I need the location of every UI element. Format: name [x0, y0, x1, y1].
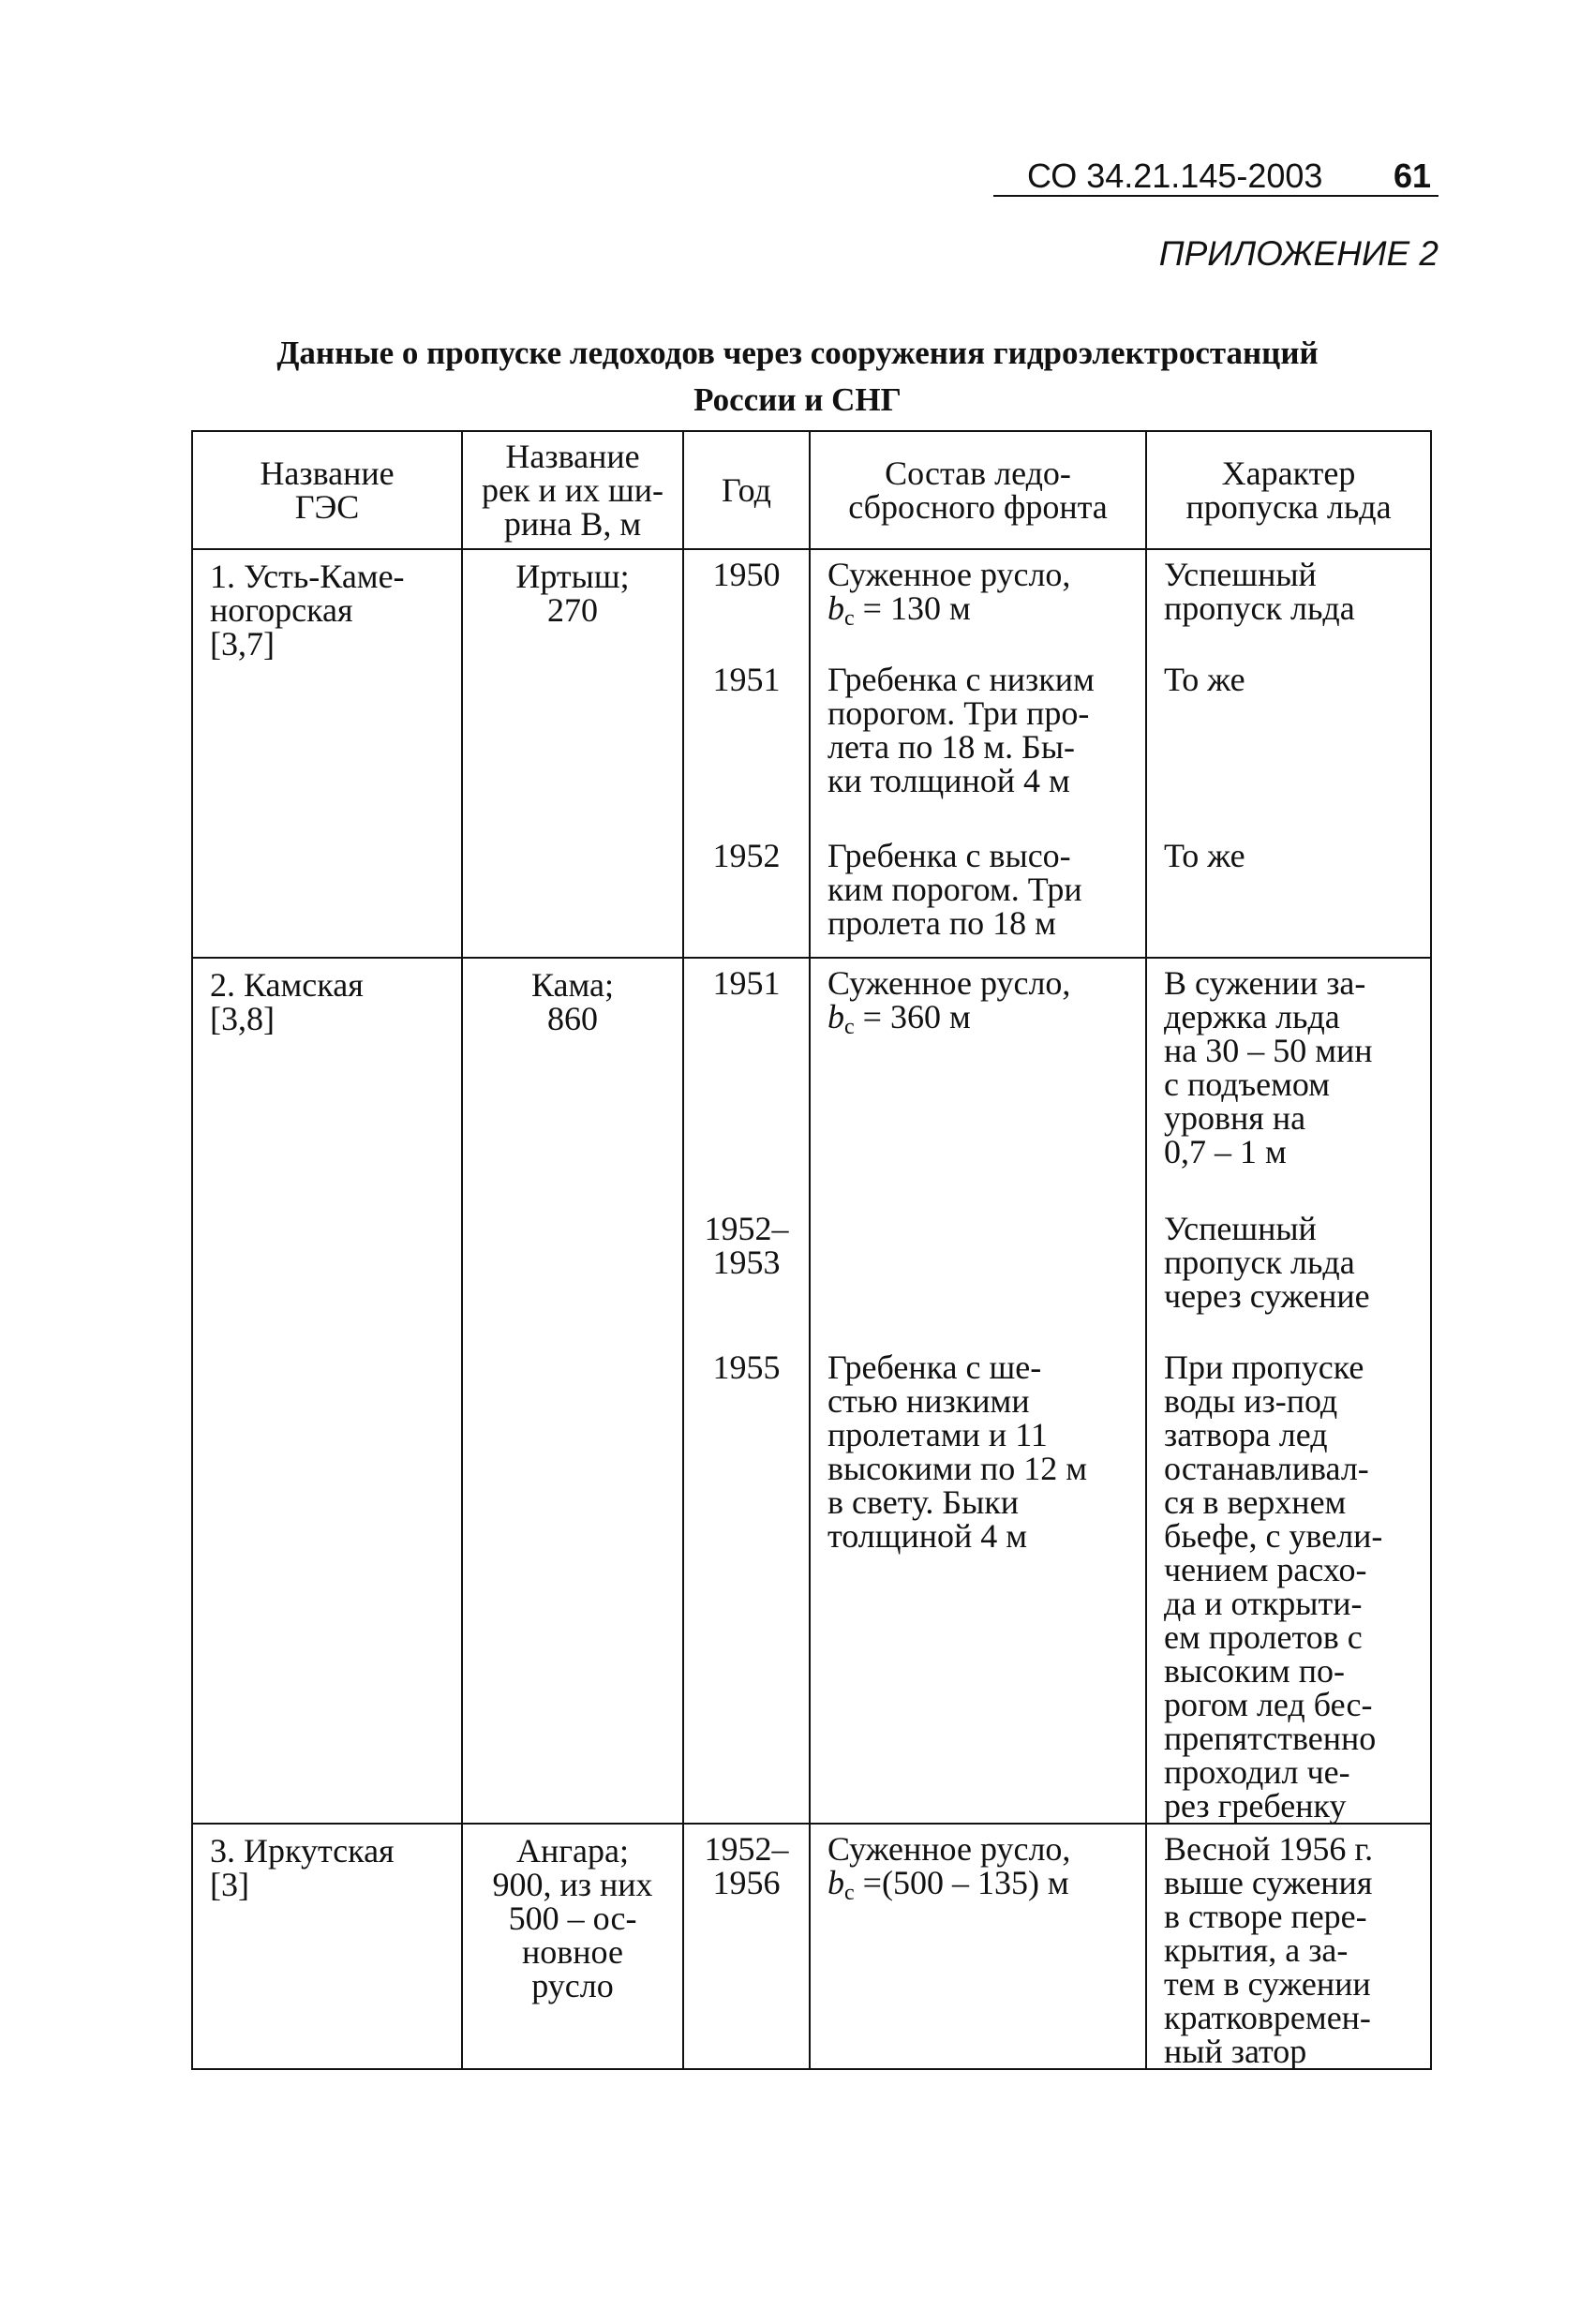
front-entry-formula: $b_с =(500 - 135)$ м: [827, 1864, 1069, 1905]
table-row: [192, 958, 1431, 1824]
year-entry: 1952: [712, 837, 781, 874]
table-header-row: [192, 431, 1431, 549]
river-cell: Иртыш; 270: [462, 549, 683, 958]
front-cell: [810, 1824, 1146, 2069]
header-front: Состав ледо- сбросного фронта: [810, 431, 1146, 549]
front-entry: Гребенка с низким порогом. Три про- лета по 18 м. Бы- ки толщиной 4 м: [827, 661, 1095, 799]
data-table: [191, 430, 1432, 2070]
front-entry: Гребенка с высо- ким порогом. Три пролета по 18 м: [827, 837, 1082, 942]
river-cell: Ангара; 900, из них 500 – ос- новное русло: [462, 1824, 683, 2069]
header-year: Год: [683, 431, 810, 549]
front-entry: [811, 550, 1145, 655]
header-river: Название рек и их ши- рина В, м: [462, 431, 683, 549]
front-entry: [811, 1825, 1145, 1910]
year-cell: [683, 958, 810, 1824]
front-entry-formula: $b_с = 360$ м: [827, 998, 971, 1039]
header-character: Характер пропуска льда: [1146, 431, 1431, 549]
year-entry: 1951: [712, 964, 781, 1002]
table-title: [187, 330, 1408, 424]
table-row: [192, 1824, 1431, 2069]
character-cell: [1146, 1824, 1431, 2069]
front-cell: [810, 958, 1146, 1824]
year-cell: [683, 1824, 810, 2069]
character-entry: При пропуске воды из-под затвора лед останавливал- ся в верхнем бьефе, с увели- чением расхо- да и открыти- ем пролетов с высоким по- рогом лед бес- препятственно проходил че- рез гребенку: [1164, 1348, 1383, 1825]
year-entry: 1952– 1953: [704, 1210, 789, 1281]
page-header: [993, 157, 1438, 197]
character-cell: [1146, 549, 1431, 958]
character-cell: [1146, 958, 1431, 1824]
character-entry: В сужении за- держка льда на 30 – 50 мин с подъемом уровня на 0,7 – 1 м: [1164, 964, 1373, 1170]
header-station: Название ГЭС: [192, 431, 462, 549]
front-entry-formula: $b_с = 130$ м: [827, 589, 971, 631]
front-cell: [810, 549, 1146, 958]
year-entry: 1955: [712, 1348, 781, 1386]
appendix-label: ПРИЛОЖЕНИЕ 2: [1158, 234, 1438, 273]
front-entry: Гребенка с ше- стью низкими пролетами и 11 высокими по 12 м в свету. Быки толщиной 4 м: [827, 1348, 1088, 1555]
character-entry: Успешный пропуск льда через сужение: [1164, 1210, 1370, 1315]
station-cell: 1. Усть-Каме- ногорская [3,7]: [192, 549, 462, 958]
character-entry: То же: [1164, 661, 1245, 698]
front-entry-line1: Суженное русло,: [827, 964, 1071, 1002]
front-entry-line1: Суженное русло,: [827, 556, 1071, 593]
year-entry: 1951: [712, 661, 781, 698]
character-entry: Успешный пропуск льда: [1164, 556, 1355, 627]
year-entry: 1952– 1956: [704, 1830, 789, 1901]
table-title-line2: России и СНГ: [693, 381, 902, 418]
year-entry: 1950: [712, 556, 781, 593]
character-entry: Весной 1956 г. выше сужения в створе пере- крытия, а за- тем в сужении кратковремен- ный затор: [1164, 1830, 1374, 2070]
front-entry-line1: Суженное русло,: [827, 1830, 1071, 1868]
year-cell: [683, 549, 810, 958]
front-entry: [811, 1204, 1145, 1343]
station-cell: 3. Иркутская [3]: [192, 1824, 462, 2069]
river-cell: Кама; 860: [462, 958, 683, 1824]
table-title-line1: Данные о пропуске ледоходов через сооружения гидроэлектростанций: [276, 335, 1319, 371]
page-number: 61: [1393, 156, 1431, 195]
station-cell: 2. Камская [3,8]: [192, 958, 462, 1824]
table-row: [192, 549, 1431, 958]
front-entry: [811, 959, 1145, 1204]
character-entry: То же: [1164, 837, 1245, 874]
document-code: СО 34.21.145-2003: [1027, 156, 1323, 195]
